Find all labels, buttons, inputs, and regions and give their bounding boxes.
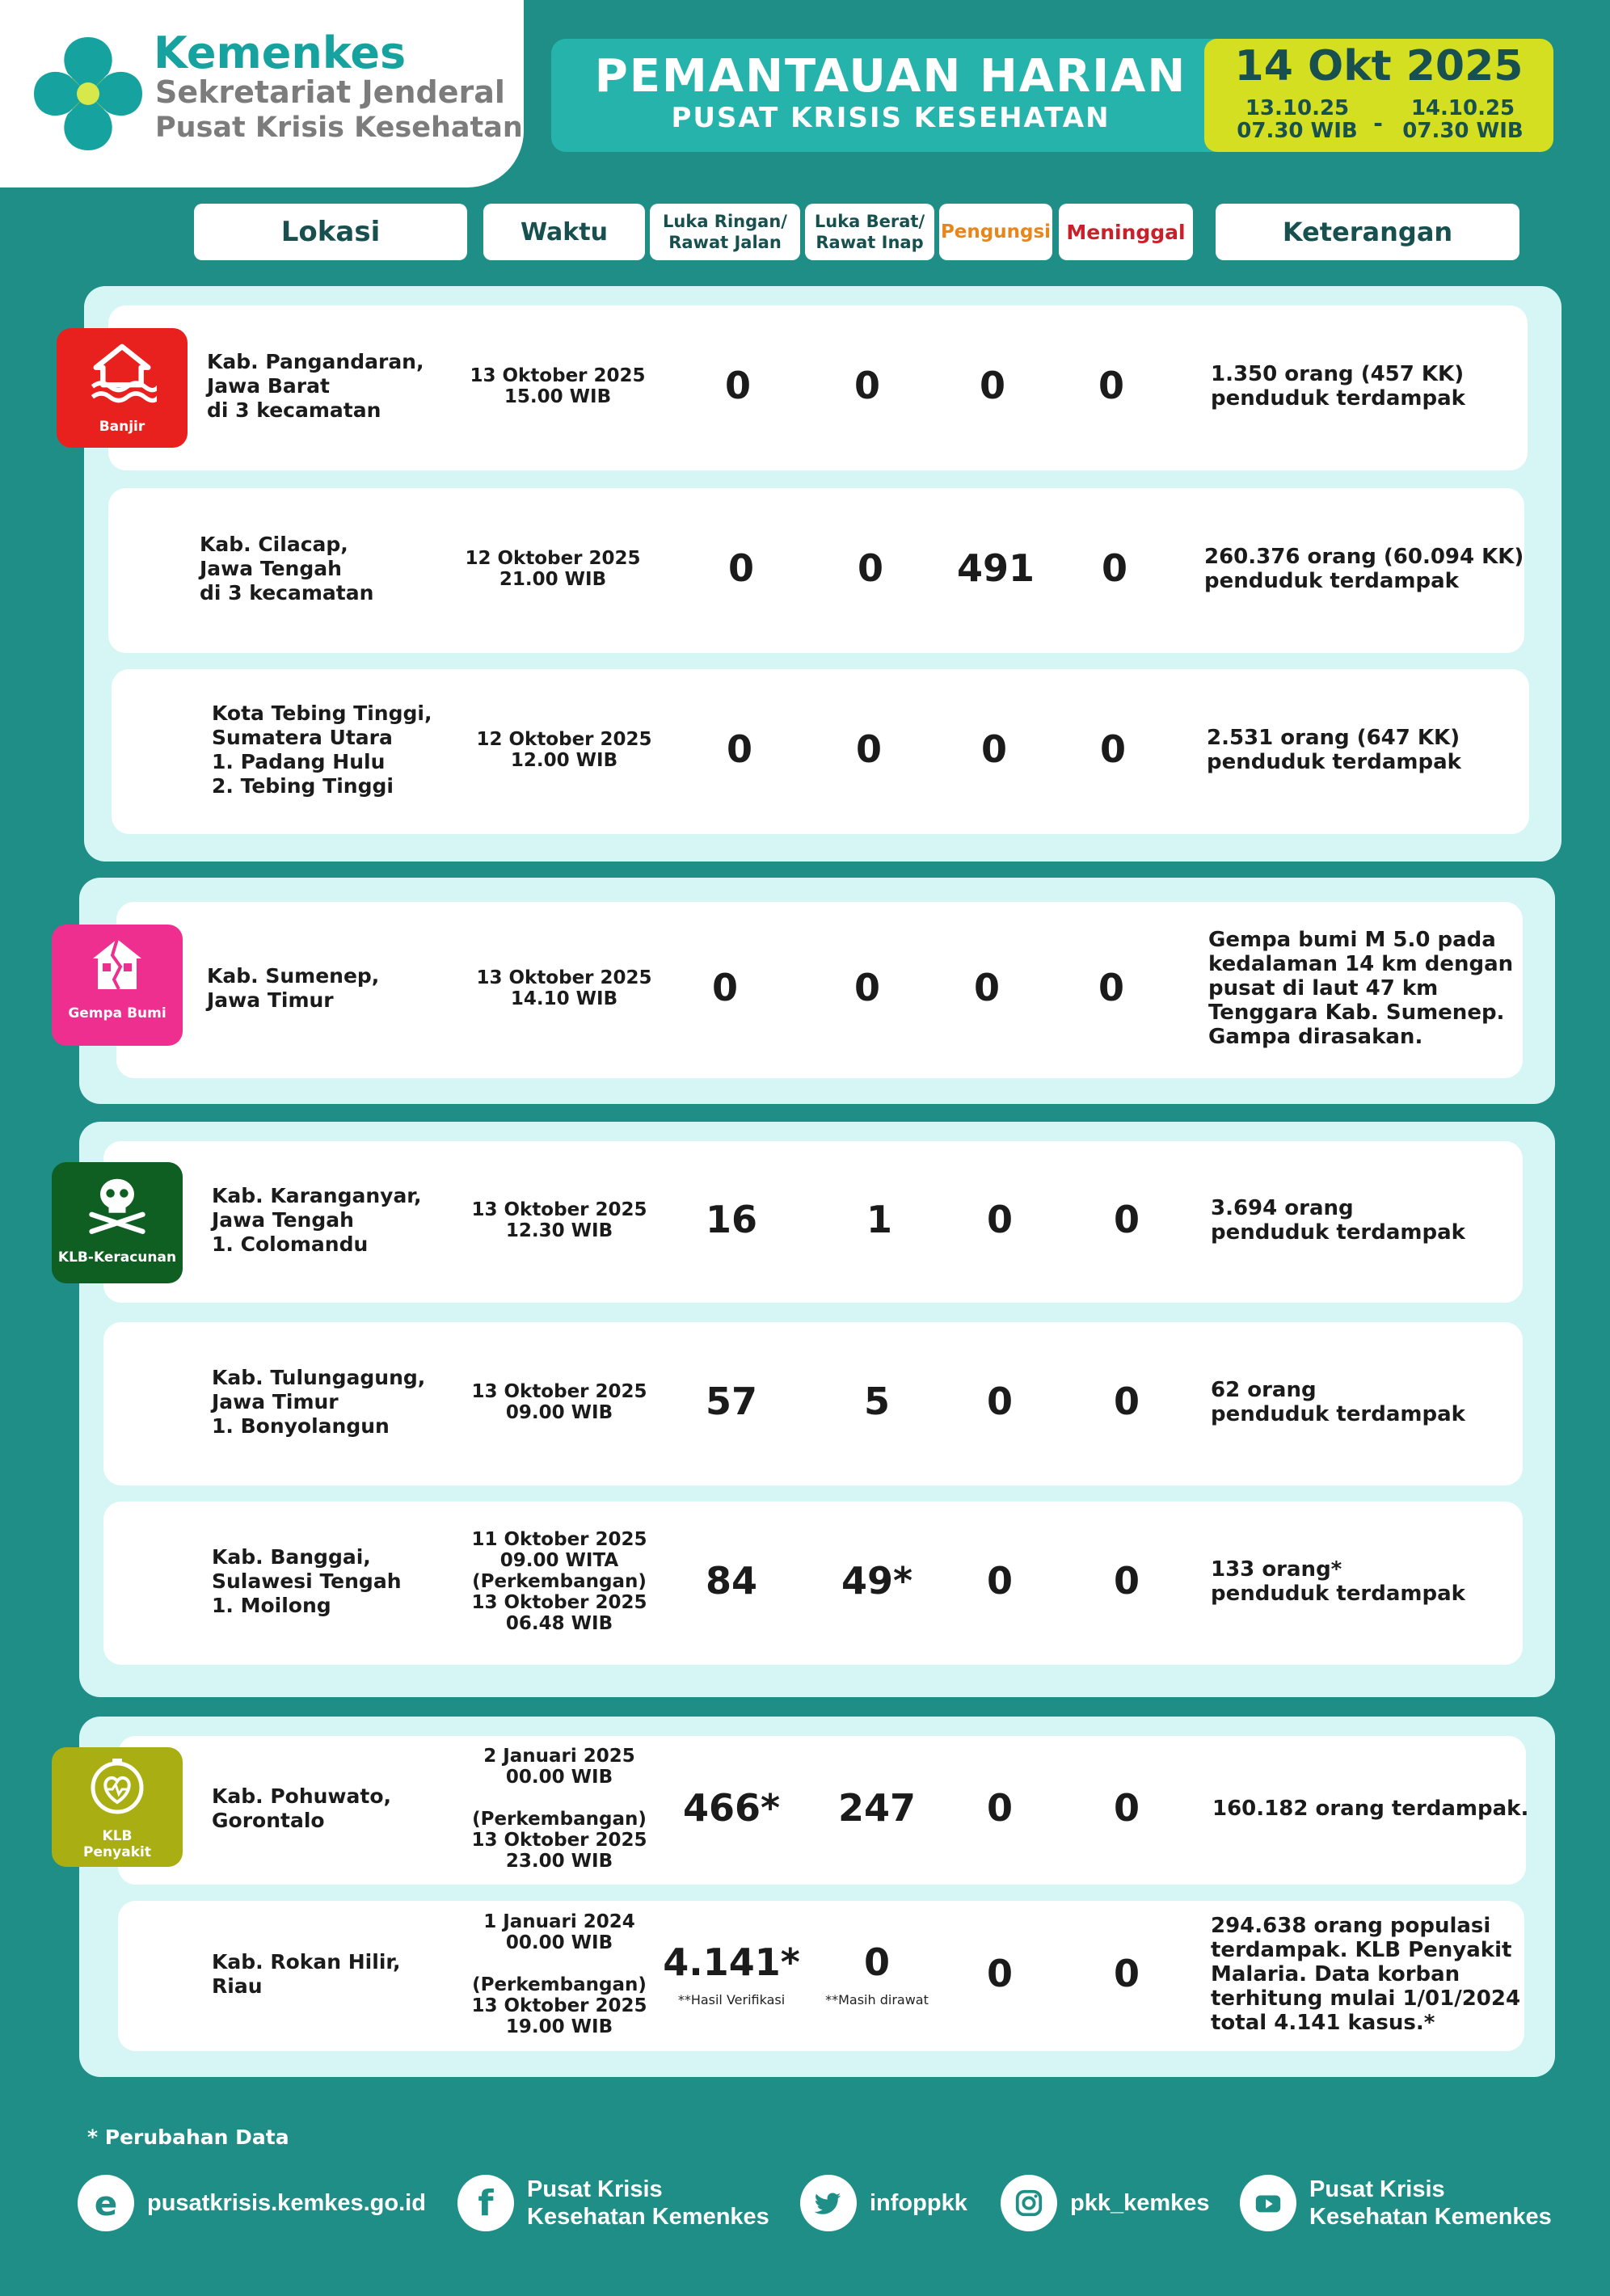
note-hasil-verifikasi: **Hasil Verifikasi — [677, 1992, 786, 2007]
brand-subtitle: Sekretariat Jenderal — [155, 74, 505, 110]
cell-luka-berat: 1 — [866, 1198, 892, 1241]
brand-subtitle-2: Pusat Krisis Kesehatan — [155, 112, 523, 144]
note-masih-dirawat: **Masih dirawat — [825, 1992, 929, 2007]
cell-keterangan: 133 orang* penduduk terdampak — [1211, 1557, 1465, 1606]
cell-meninggal: 0 — [1113, 1952, 1140, 1995]
cell-lokasi: Kab. Tulungagung, Jawa Timur 1. Bonyolangun — [212, 1366, 426, 1438]
period-start — [1229, 97, 1366, 142]
cell-waktu: 13 Oktober 2025 09.00 WIB — [471, 1381, 647, 1423]
cell-pengungsi: 0 — [986, 1952, 1013, 1995]
cell-waktu: 2 Januari 2025 00.00 WIB (Perkembangan) 13 Oktober 2025 23.00 WIB — [471, 1746, 647, 1872]
column-header-keterangan: Keterangan — [1216, 204, 1519, 260]
globe-icon: e — [78, 2175, 134, 2231]
report-date: 14 Okt 2025 — [1234, 42, 1524, 91]
footer-instagram[interactable] — [1001, 2174, 1210, 2232]
header-banner — [551, 39, 1553, 152]
cell-pengungsi: 0 — [986, 1380, 1013, 1423]
cell-lokasi: Kab. Sumenep, Jawa Timur — [207, 964, 380, 1012]
period-end-time: 07.30 WIB — [1402, 119, 1524, 143]
badge-gempa-bumi — [52, 925, 183, 1046]
skull-crossbones-icon — [83, 1167, 151, 1235]
badge-klb-keracunan — [52, 1162, 183, 1283]
cell-keterangan: 62 orang penduduk terdampak — [1211, 1378, 1465, 1426]
footer-website[interactable] — [78, 2174, 426, 2232]
column-header-lokasi: Lokasi — [194, 204, 467, 260]
column-header-luka-berat: Luka Berat/ Rawat Inap — [805, 204, 934, 260]
logo-panel — [0, 0, 524, 187]
cell-luka-berat: 5 — [863, 1380, 890, 1423]
cell-luka-ringan: 16 — [705, 1198, 757, 1241]
page-subtitle: PUSAT KRISIS KESEHATAN — [671, 102, 1111, 134]
twitter-icon — [800, 2175, 857, 2231]
cell-waktu: 11 Oktober 2025 09.00 WITA (Perkembangan) 13 Oktober 2025 06.48 WIB — [471, 1529, 647, 1634]
cell-keterangan: 160.182 orang terdampak. — [1212, 1797, 1529, 1821]
date-panel — [1204, 39, 1553, 152]
cell-luka-berat: 0 — [855, 727, 882, 771]
cell-pengungsi: 0 — [986, 1786, 1013, 1830]
cell-luka-berat: 0 — [853, 364, 880, 407]
cell-lokasi: Kab. Pangandaran, Jawa Barat di 3 kecamatan — [207, 350, 424, 422]
page-title: PEMANTAUAN HARIAN — [594, 50, 1187, 103]
cell-pengungsi: 0 — [979, 364, 1005, 407]
badge-gempa-label: Gempa Bumi — [68, 1005, 166, 1022]
cell-meninggal: 0 — [1113, 1380, 1140, 1423]
period-end-date: 14.10.25 — [1410, 96, 1515, 120]
cell-keterangan: 294.638 orang populasi terdampak. KLB Penyakit Malaria. Data korban terhitung mulai 1/01/2024 total 4.141 kasus.* — [1211, 1914, 1521, 2035]
cell-lokasi: Kab. Pohuwato, Gorontalo — [212, 1784, 392, 1832]
facebook-icon: f — [457, 2175, 514, 2231]
cell-lokasi: Kota Tebing Tinggi, Sumatera Utara 1. Padang Hulu 2. Tebing Tinggi — [212, 701, 432, 798]
cell-pengungsi: 0 — [986, 1559, 1013, 1603]
column-header-waktu: Waktu — [483, 204, 645, 260]
cell-meninggal: 0 — [1113, 1786, 1140, 1830]
instagram-link[interactable]: pkk_kemkes — [1070, 2190, 1210, 2216]
cell-meninggal: 0 — [1099, 727, 1126, 771]
column-header-luka-ringan: Luka Ringan/ Rawat Jalan — [650, 204, 800, 260]
cracked-house-icon — [85, 931, 150, 996]
kemenkes-logo-icon — [27, 29, 149, 158]
cell-waktu: 13 Oktober 2025 14.10 WIB — [476, 967, 652, 1009]
youtube-icon — [1240, 2175, 1296, 2231]
cell-luka-ringan: 57 — [705, 1380, 757, 1423]
cell-lokasi: Kab. Karanganyar, Jawa Tengah 1. Colomandu — [212, 1184, 422, 1256]
cell-pengungsi: 0 — [986, 1198, 1013, 1241]
cell-luka-berat: 0 — [857, 546, 883, 590]
footer-twitter[interactable] — [800, 2174, 967, 2232]
cell-luka-ringan: 0 — [711, 966, 738, 1009]
cell-keterangan: Gempa bumi M 5.0 pada kedalaman 14 km dengan pusat di laut 47 km Tenggara Kab. Sumenep. Gampa dirasakan. — [1208, 928, 1514, 1049]
cell-meninggal: 0 — [1113, 1198, 1140, 1241]
badge-banjir — [57, 328, 188, 448]
footer-facebook[interactable] — [457, 2174, 769, 2232]
period-start-time: 07.30 WIB — [1237, 119, 1358, 143]
cell-waktu: 12 Oktober 2025 21.00 WIB — [465, 548, 641, 590]
heart-pulse-icon — [85, 1754, 150, 1818]
period-end — [1390, 97, 1536, 142]
cell-lokasi: Kab. Banggai, Sulawesi Tengah 1. Moilong — [212, 1545, 402, 1617]
cell-keterangan: 3.694 orang penduduk terdampak — [1211, 1196, 1465, 1245]
cell-waktu: 1 Januari 2024 00.00 WIB (Perkembangan) 13 Oktober 2025 19.00 WIB — [471, 1911, 647, 2037]
cell-pengungsi: 0 — [980, 727, 1007, 771]
cell-luka-berat: 0 — [853, 966, 880, 1009]
cell-luka-ringan: 0 — [726, 727, 752, 771]
instagram-icon — [1001, 2175, 1057, 2231]
cell-luka-ringan: 84 — [705, 1559, 757, 1603]
cell-luka-ringan: 4.141* — [663, 1940, 800, 1984]
cell-pengungsi: 491 — [956, 546, 1035, 590]
twitter-link[interactable]: infoppkk — [870, 2190, 967, 2216]
cell-waktu: 13 Oktober 2025 15.00 WIB — [470, 365, 646, 407]
cell-luka-ringan: 0 — [724, 364, 751, 407]
period-start-date: 13.10.25 — [1245, 96, 1350, 120]
footer-youtube[interactable] — [1240, 2174, 1552, 2232]
badge-banjir-label: Banjir — [99, 419, 145, 435]
cell-luka-ringan: 466* — [682, 1786, 781, 1830]
badge-penyakit-label: KLB Penyakit — [83, 1828, 151, 1860]
flood-house-icon — [87, 336, 157, 406]
cell-pengungsi: 0 — [973, 966, 1000, 1009]
website-link[interactable]: pusatkrisis.kemkes.go.id — [147, 2190, 426, 2216]
cell-keterangan: 2.531 orang (647 KK) penduduk terdampak — [1207, 726, 1461, 774]
footnote: * Perubahan Data — [87, 2125, 289, 2149]
cell-meninggal: 0 — [1113, 1559, 1140, 1603]
cell-keterangan: 260.376 orang (60.094 KK) penduduk terdampak — [1204, 545, 1524, 593]
brand-title: Kemenkes — [154, 27, 407, 78]
badge-klb-penyakit — [52, 1747, 183, 1867]
facebook-link[interactable]: Pusat Krisis Kesehatan Kemenkes — [527, 2176, 769, 2230]
column-header-meninggal: Meninggal — [1059, 204, 1193, 260]
cell-luka-berat: 49* — [841, 1559, 913, 1603]
cell-lokasi: Kab. Cilacap, Jawa Tengah di 3 kecamatan — [200, 533, 374, 605]
cell-luka-berat: 247 — [837, 1786, 917, 1830]
cell-waktu: 12 Oktober 2025 12.00 WIB — [476, 729, 652, 771]
cell-meninggal: 0 — [1098, 966, 1124, 1009]
cell-waktu: 13 Oktober 2025 12.30 WIB — [471, 1199, 647, 1241]
column-header-pengungsi: Pengungsi — [939, 204, 1052, 260]
youtube-link[interactable]: Pusat Krisis Kesehatan Kemenkes — [1309, 2176, 1552, 2230]
cell-luka-berat: 0 — [863, 1940, 890, 1984]
cell-lokasi: Kab. Rokan Hilir, Riau — [212, 1950, 401, 1998]
cell-meninggal: 0 — [1101, 546, 1127, 590]
cell-keterangan: 1.350 orang (457 KK) penduduk terdampak — [1211, 362, 1465, 411]
badge-keracunan-label: KLB-Keracunan — [57, 1249, 177, 1266]
cell-meninggal: 0 — [1098, 364, 1124, 407]
period-separator: - — [1373, 110, 1383, 137]
cell-luka-ringan: 0 — [727, 546, 754, 590]
